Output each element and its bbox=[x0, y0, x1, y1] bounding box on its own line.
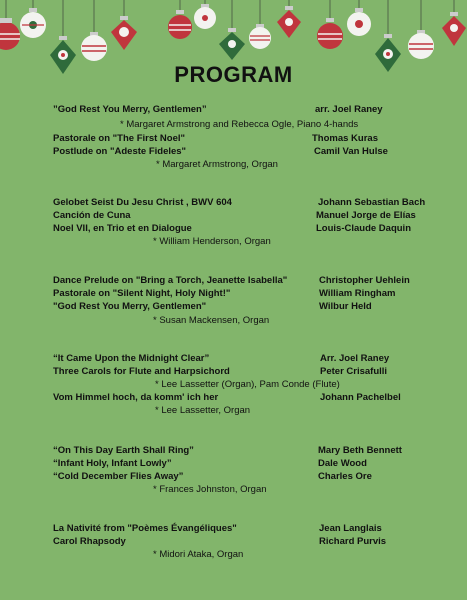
performer-line bbox=[0, 548, 467, 562]
piece-title: “On This Day Earth Shall Ring” bbox=[53, 445, 194, 456]
composer: Mary Beth Bennett bbox=[318, 445, 402, 456]
piece-title: "God Rest You Merry, Gentlemen" bbox=[53, 301, 207, 312]
composer: William Ringham bbox=[319, 288, 396, 299]
program-line bbox=[0, 274, 467, 288]
piece-title: La Nativité from "Poèmes Évangéliques" bbox=[53, 523, 237, 534]
piece-title: Three Carols for Flute and Harpsichord bbox=[53, 366, 230, 377]
performer: * Frances Johnston, Organ bbox=[153, 484, 267, 495]
program-line bbox=[0, 300, 467, 314]
program-line bbox=[0, 352, 467, 366]
program-line bbox=[0, 287, 467, 301]
program-line bbox=[0, 522, 467, 536]
performer-line bbox=[0, 314, 467, 328]
piece-title: Noel VII, en Trio et en Dialogue bbox=[53, 223, 192, 234]
performer: * Margaret Armstrong and Rebecca Ogle, Piano 4-hands bbox=[120, 119, 359, 130]
program-line bbox=[0, 132, 467, 146]
composer: Camil Van Hulse bbox=[314, 146, 388, 157]
program-line bbox=[0, 196, 467, 210]
program-line bbox=[0, 457, 467, 471]
composer: Peter Crisafulli bbox=[320, 366, 388, 377]
composer: Christopher Uehlein bbox=[319, 275, 410, 286]
performer: * William Henderson, Organ bbox=[153, 236, 271, 247]
performer: * Midori Ataka, Organ bbox=[153, 549, 244, 560]
piece-title: Dance Prelude on "Bring a Torch, Jeanette Isabella" bbox=[53, 275, 288, 286]
piece-title: Canción de Cuna bbox=[53, 210, 131, 221]
composer: Johann Pachelbel bbox=[320, 392, 401, 403]
page-title: PROGRAM bbox=[174, 62, 293, 87]
piece-title: “It Came Upon the Midnight Clear” bbox=[53, 353, 210, 364]
composer: Arr. Joel Raney bbox=[320, 353, 390, 364]
piece-title: “Cold December Flies Away” bbox=[53, 471, 184, 482]
composer: Richard Purvis bbox=[319, 536, 387, 547]
program-line bbox=[0, 103, 467, 117]
performer-line bbox=[0, 404, 467, 418]
piece-title: Carol Rhapsody bbox=[53, 536, 126, 547]
program-line bbox=[0, 365, 467, 379]
program-line bbox=[0, 391, 467, 405]
program-line bbox=[0, 444, 467, 458]
composer: Charles Ore bbox=[318, 471, 372, 482]
piece-title: ”God Rest You Merry, Gentlemen” bbox=[53, 104, 207, 115]
composer: arr. Joel Raney bbox=[315, 104, 383, 115]
program-line bbox=[0, 222, 467, 236]
program-line bbox=[0, 535, 467, 549]
performer-line bbox=[0, 235, 467, 249]
performer-line bbox=[0, 118, 467, 132]
program-line bbox=[0, 145, 467, 159]
composer: Johann Sebastian Bach bbox=[318, 197, 426, 208]
composer: Thomas Kuras bbox=[312, 133, 378, 144]
performer: * Margaret Armstrong, Organ bbox=[156, 159, 278, 170]
piece-title: Pastorale on "The First Noel" bbox=[53, 133, 186, 144]
performer: * Lee Lassetter (Organ), Pam Conde (Flute) bbox=[155, 379, 340, 390]
piece-title: Vom Himmel hoch, da komm' ich her bbox=[53, 392, 219, 403]
composer: Manuel Jorge de Elías bbox=[316, 210, 416, 221]
performer: * Lee Lassetter, Organ bbox=[155, 405, 251, 416]
piece-title: Gelobet Seist Du Jesu Christ , BWV 604 bbox=[53, 197, 232, 208]
composer: Louis-Claude Daquin bbox=[316, 223, 411, 234]
piece-title: “Infant Holy, Infant Lowly” bbox=[53, 458, 172, 469]
performer: * Susan Mackensen, Organ bbox=[153, 315, 270, 326]
composer: Wilbur Held bbox=[319, 301, 372, 312]
performer-line bbox=[0, 378, 467, 392]
piece-title: Postlude on "Adeste Fideles" bbox=[53, 146, 187, 157]
piece-title: Pastorale on "Silent Night, Holy Night!" bbox=[53, 288, 231, 299]
performer-line bbox=[0, 158, 467, 172]
program-line bbox=[0, 470, 467, 484]
performer-line bbox=[0, 483, 467, 497]
composer: Jean Langlais bbox=[319, 523, 382, 534]
program-line bbox=[0, 209, 467, 223]
composer: Dale Wood bbox=[318, 458, 367, 469]
